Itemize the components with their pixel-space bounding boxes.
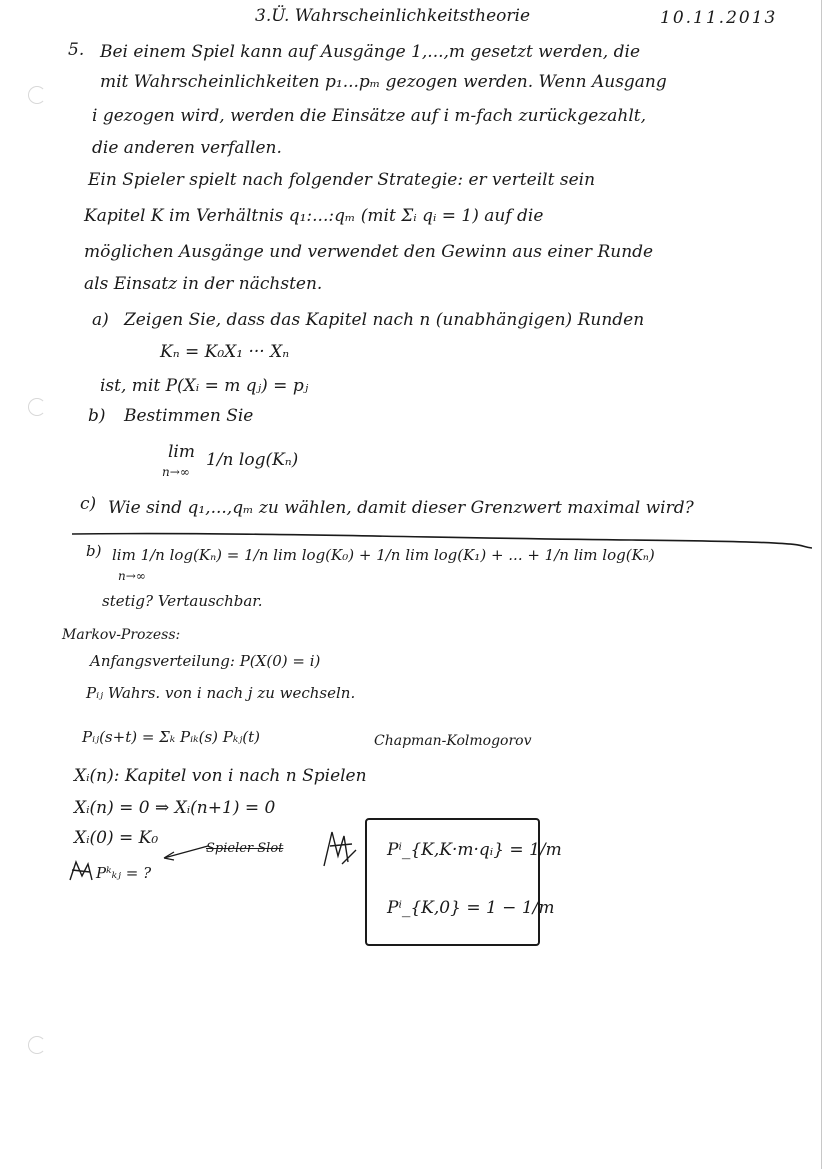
punch-hole-mark xyxy=(28,398,46,416)
problem-line: als Einsatz in der nächsten. xyxy=(84,274,323,294)
problem-line: mit Wahrscheinlichkeiten p₁...pₘ gezogen werden. Wenn Ausgang xyxy=(100,72,667,92)
result-box xyxy=(365,818,562,946)
markov-chapman-label: Chapman-Kolmogorov xyxy=(374,733,532,749)
punch-hole-mark xyxy=(28,86,46,104)
markov-start-note: Spieler Slot xyxy=(206,841,284,856)
result-line: Pⁱ_{K,K·m·qᵢ} = 1/m xyxy=(387,840,562,860)
scribble-mark xyxy=(66,858,96,886)
part-b-formula: 1/n log(Kₙ) xyxy=(206,450,299,470)
markov-initial: Anfangsverteilung: P(X(0) = i) xyxy=(90,652,321,670)
problem-line: Bei einem Spiel kann auf Ausgänge 1,...,m gesetzt werden, die xyxy=(100,42,640,62)
part-a-condition: ist, mit P(Xᵢ = m qⱼ) = pⱼ xyxy=(100,376,309,396)
part-c-label: c) xyxy=(80,494,97,514)
part-b-lim-sub: n→∞ xyxy=(162,465,190,479)
problem-line: Ein Spieler spielt nach folgender Strategie: er verteilt sein xyxy=(88,170,596,190)
scribble-mark xyxy=(318,826,362,870)
sheet-title: 3.Ü. Wahrscheinlichkeitstheorie xyxy=(255,6,531,26)
markov-transition: Pᵢⱼ Wahrs. von i nach j zu wechseln. xyxy=(86,684,356,702)
markov-start: Xᵢ(0) = K₀ xyxy=(74,828,159,848)
markov-absorb: Xᵢ(n) = 0 ⇒ Xᵢ(n+1) = 0 xyxy=(74,798,276,818)
notes-b-remark: stetig? Vertauschbar. xyxy=(102,592,263,610)
punch-hole-mark xyxy=(28,1036,46,1054)
markov-question: Pᵏₖⱼ = ? xyxy=(96,864,152,882)
part-a-label: a) xyxy=(92,310,109,330)
problem-number: 5. xyxy=(68,40,85,60)
part-b-text: Bestimmen Sie xyxy=(124,406,254,426)
markov-heading: Markov-Prozess: xyxy=(62,627,181,643)
markov-capital: Xᵢ(n): Kapitel von i nach n Spielen xyxy=(74,766,367,786)
arrow-mark xyxy=(160,840,210,862)
page-edge xyxy=(821,0,822,1169)
part-a-text: Zeigen Sie, dass das Kapitel nach n (unabhängigen) Runden xyxy=(124,310,645,330)
result-line: Pⁱ_{K,0} = 1 − 1/m xyxy=(387,898,555,918)
sheet-date: 10.11.2013 xyxy=(660,8,778,28)
part-c-text: Wie sind q₁,...,qₘ zu wählen, damit dieser Grenzwert maximal wird? xyxy=(108,498,694,518)
markov-chapman: Pᵢⱼ(s+t) = Σₖ Pᵢₖ(s) Pₖⱼ(t) xyxy=(82,728,261,746)
problem-line: möglichen Ausgänge und verwendet den Gewinn aus einer Runde xyxy=(84,242,654,262)
notes-b-label: b) xyxy=(86,542,102,560)
problem-line: die anderen verfallen. xyxy=(92,138,282,158)
problem-line: Kapitel K im Verhältnis q₁:...:qₘ (mit Σᵢ qᵢ = 1) auf die xyxy=(84,206,544,226)
part-b-label: b) xyxy=(88,406,106,426)
part-a-formula: Kₙ = K₀X₁ ··· Xₙ xyxy=(160,342,290,362)
problem-line: i gezogen wird, werden die Einsätze auf i m-fach zurückgezahlt, xyxy=(92,106,647,126)
notes-b-formula: lim 1/n log(Kₙ) = 1/n lim log(K₀) + 1/n lim log(K₁) + ... + 1/n lim log(Kₙ) xyxy=(112,546,655,564)
notes-b-sub: n→∞ xyxy=(118,569,146,583)
part-b-lim: lim xyxy=(168,442,195,462)
